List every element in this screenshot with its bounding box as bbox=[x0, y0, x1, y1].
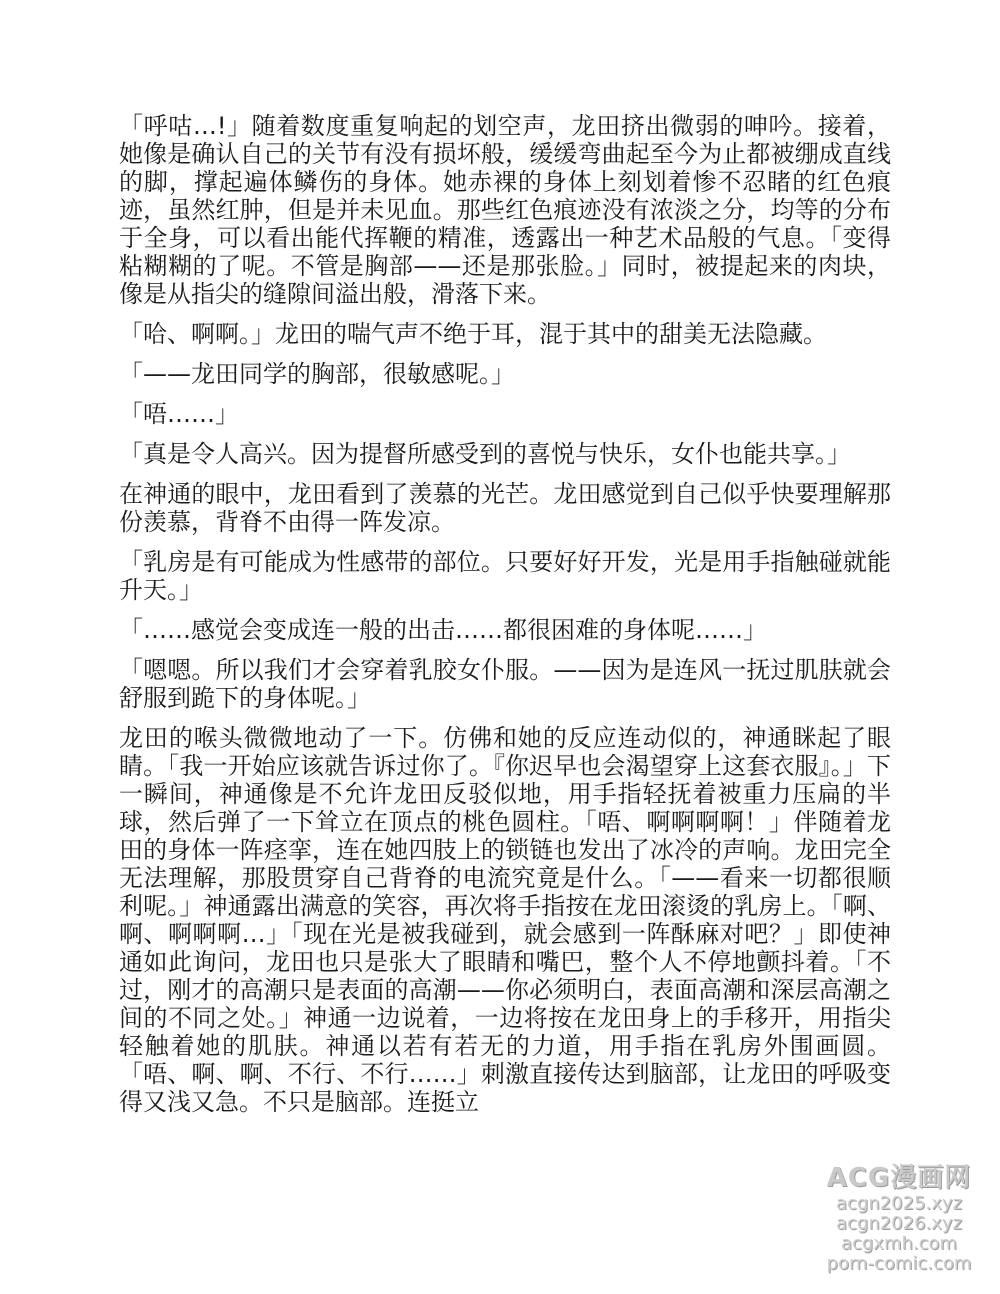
watermark-line: acgxmh.com bbox=[840, 1233, 958, 1254]
paragraph: 龙田的喉头微微地动了一下。仿佛和她的反应连动似的，神通眯起了眼睛。「我一开始应该就告诉过你了。『你迟早也会渴望穿上这套衣服』。」下一瞬间，神通像是不允许龙田反驳似地，用手指轻抚着被重力压扁的半球，然后弹了一下耸立在顶点的桃色圆柱。「唔、啊啊啊啊！」伴随着龙田的身体一阵痉挛，连在她四肢上的锁链也发出了冰冷的声响。龙田完全无法理解，那股贯穿自己背脊的电流究竟是什么。「——看来一切都很顺利呢。」神通露出满意的笑容，再次将手指按在龙田滚烫的乳房上。「啊、啊、啊啊啊…」「现在光是被我碰到，就会感到一阵酥麻对吧？」即使神通如此询问，龙田也只是张大了眼睛和嘴巴，整个人不停地颤抖着。「不过，刚才的高潮只是表面的高潮——你必须明白，表面高潮和深层高潮之间的不同之处。」神通一边说着，一边将按在龙田身上的手移开，用指尖轻触着她的肌肤。神通以若有若无的力道，用手指在乳房外围画圆。「唔、啊、啊、不行、不行……」刺激直接传达到脑部，让龙田的呼吸变得又浅又急。不只是脑部。连挺立 bbox=[119, 724, 891, 1116]
page-body bbox=[119, 112, 891, 1128]
paragraph: 「……感觉会变成连一般的出击……都很困难的身体呢……」 bbox=[119, 616, 767, 644]
paragraph: 「真是令人高兴。因为提督所感受到的喜悦与快乐，女仆也能共享。」 bbox=[119, 440, 851, 468]
paragraph: 「唔……」 bbox=[119, 400, 239, 428]
paragraph: 「呼咕…!」随着数度重复响起的划空声，龙田挤出微弱的呻吟。接着，她像是确认自己的关节有没有损坏般，缓缓弯曲起至今为止都被绷成直线的脚，撑起遍体鳞伤的身体。她赤裸的身体上刻划着惨不忍睹的红色痕迹，虽然红肿，但是并未见血。那些红色痕迹没有浓淡之分，均等的分布于全身，可以看出能代挥鞭的精准，透露出一种艺术品般的气息。「变得粘糊糊的了呢。不管是胸部——还是那张脸。」同时，被提起来的肉块，像是从指尖的缝隙间溢出般，滑落下来。 bbox=[119, 112, 891, 308]
watermark-logo: ACG漫画网 bbox=[826, 1163, 972, 1193]
paragraph: 「——龙田同学的胸部，很敏感呢。」 bbox=[119, 360, 515, 388]
watermark bbox=[824, 1157, 974, 1274]
watermark-line: acgn2025.xyz bbox=[835, 1193, 963, 1214]
paragraph: 「嗯嗯。所以我们才会穿着乳胶女仆服。——因为是连风一抚过肌肤就会舒服到跪下的身体呢。」 bbox=[119, 656, 891, 712]
paragraph: 在神通的眼中，龙田看到了羡慕的光芒。龙田感觉到自己似乎快要理解那份羡慕，背脊不由得一阵发凉。 bbox=[119, 480, 891, 536]
paragraph: 「哈、啊啊。」龙田的喘气声不绝于耳，混于其中的甜美无法隐藏。 bbox=[119, 320, 827, 348]
paragraph: 「乳房是有可能成为性感带的部位。只要好好开发，光是用手指触碰就能升天。」 bbox=[119, 548, 891, 604]
watermark-line: acgn2026.xyz bbox=[835, 1213, 963, 1234]
watermark-line: porn-comic.com bbox=[826, 1253, 972, 1274]
